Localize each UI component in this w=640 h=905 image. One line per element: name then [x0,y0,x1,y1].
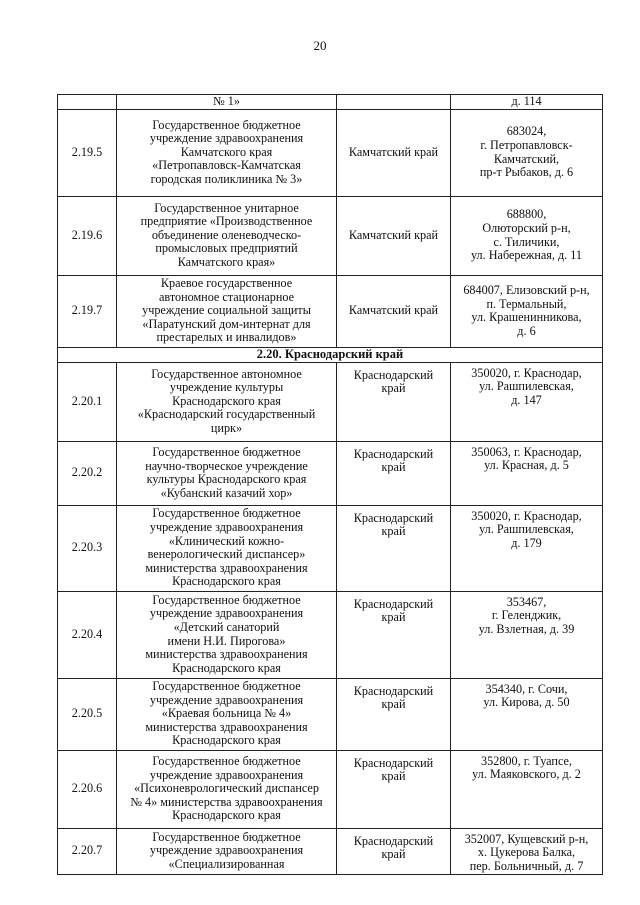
cell-region [337,109,451,196]
cell-line: п. Термальный, [486,296,567,311]
cell-address [451,750,603,828]
cell-line: Краснодарский [353,446,434,461]
cell-line: объединение оленеводческо- [151,227,302,242]
cell-address [451,678,603,750]
table-row [58,505,603,591]
cell-line: «Специализированная [168,856,285,871]
cell-line: ул. Красная, д. 5 [484,458,569,473]
cell-line: край [381,381,406,396]
cell-region [337,196,451,275]
cell-line: имени Н.И. Пирогова» [167,633,286,648]
cell-line: 354340, г. Сочи, [485,681,568,696]
table-body [58,95,603,875]
cell-line: «Кубанский казачий хор» [160,485,293,500]
cell-line: с. Тиличики, [493,234,560,249]
cell-line: Государственное бюджетное [152,506,301,521]
cell-region [337,362,451,441]
cell-line: край [381,847,406,862]
cell-line: учреждение здравоохранения [149,843,304,858]
cell-line: учреждение культуры [169,380,284,395]
cell-region [337,275,451,347]
cell-line: престарелых и инвалидов» [156,330,297,345]
cell-number: 2.20.5 [58,678,117,750]
cell-line: министерства здравоохранения [145,647,308,662]
cell-line: учреждение здравоохранения [149,606,304,621]
cell-line: ул. Взлетная, д. 39 [478,621,575,636]
cell-line: край [381,524,406,539]
cell-line: Камчатский, [493,151,560,166]
cell-line: Камчатского края [180,144,273,159]
cell-line: д. 6 [517,323,536,338]
cell-address [451,591,603,678]
cell-address [451,196,603,275]
cell-line: № 4» министерства здравоохранения [130,794,323,809]
cell-number: 2.20.2 [58,441,117,505]
cell-line: пер. Больничный, д. 7 [469,858,584,873]
cell-line: х. Цукерова Балка, [477,845,576,860]
cell-line: Государственное бюджетное [152,444,301,459]
cell-line: Государственное бюджетное [152,679,301,694]
cell-line: «Детский санаторий [173,620,280,634]
cell-line: «Паратунский дом-интернат для [142,316,311,331]
cell-line: культуры Краснодарского края [146,472,307,487]
cell-line: Камчатского края» [177,254,276,269]
cell-line: 350020, г. Краснодар, [471,508,582,523]
cell-line: край [381,460,406,475]
cell-line: Краснодарский [353,833,434,848]
cell-line: «Петропавловск-Камчатская [152,158,301,173]
cell-address [451,441,603,505]
cell-line: научно-творческое учреждение [145,458,308,473]
table-row [58,591,603,678]
cell-line: Краснодарский [353,367,434,382]
cell-number [58,95,117,110]
cell-address [451,505,603,591]
cell-line: ул. Набережная, д. 11 [471,248,582,263]
cell-number: 2.20.7 [58,828,117,874]
cell-org [117,591,337,678]
cell-line: 684007, Елизовский р-н, [463,282,590,297]
cell-line: Государственное унитарное [154,200,299,215]
cell-region [337,591,451,678]
cell-org: № 1» [117,95,337,110]
cell-org [117,275,337,347]
cell-line: «Психоневрологический диспансер [134,781,319,796]
cell-line: Краснодарский [353,683,434,698]
cell-number: 2.20.3 [58,505,117,591]
cell-line: Камчатский край [348,144,439,159]
cell-line: «Клинический кожно- [168,533,285,548]
cell-line: учреждение здравоохранения [149,519,304,534]
cell-line: край [381,769,406,784]
cell-number: 2.19.7 [58,275,117,347]
cell-org [117,441,337,505]
table-row [58,196,603,275]
cell-line: промысловых предприятий [155,241,298,256]
cell-line: учреждение здравоохранения [149,692,304,707]
cell-number: 2.19.5 [58,109,117,196]
cell-line: край [381,697,406,712]
cell-line: г. Геленджик, [491,608,562,623]
cell-line: Краснодарский [353,510,434,525]
cell-line: пр-т Рыбаков, д. 6 [479,165,574,180]
cell-line: край [381,610,406,625]
cell-line: Государственное автономное [151,366,302,381]
cell-address [451,362,603,441]
cell-line: учреждение социальной защиты [142,303,311,318]
cell-org [117,828,337,874]
cell-line: 352800, г. Туапсе, [481,753,572,768]
cell-line: Краснодарского края [172,574,281,589]
cell-line: ул. Крашенинникова, [471,310,582,325]
cell-line: «Краевая больница № 4» [161,706,292,721]
cell-line: Государственное бюджетное [152,117,301,132]
table-row [58,441,603,505]
cell-line: венерологический диспансер» [147,547,306,562]
table-row [58,109,603,196]
cell-line: Краснодарский [353,755,434,770]
cell-line: ул. Рашпилевская, [479,522,574,537]
cell-line: Государственное бюджетное [152,592,301,607]
page-number: 20 [313,38,327,53]
cell-line: предприятие «Производственное [140,214,313,229]
cell-region [337,828,451,874]
cell-line: 688800, [506,207,547,222]
cell-address [451,109,603,196]
cell-line: Краснодарского края [172,733,281,748]
cell-number: 2.19.6 [58,196,117,275]
cell-number: 2.20.6 [58,750,117,828]
table-row-continuation [58,95,603,110]
cell-line: 350020, г. Краснодар, [471,365,582,380]
cell-line: 350063, г. Краснодар, [471,444,582,459]
cell-number: 2.20.4 [58,591,117,678]
cell-org [117,750,337,828]
cell-line: цирк» [210,420,243,435]
cell-line: Камчатский край [348,227,439,242]
cell-line: городская поликлиника № 3» [150,171,303,186]
cell-line: Государственное бюджетное [152,829,301,844]
cell-line: 352007, Кущевский р-н, [464,831,589,846]
cell-region [337,505,451,591]
cell-org [117,678,337,750]
cell-address [451,275,603,347]
cell-region [337,95,451,110]
cell-number: 2.20.1 [58,362,117,441]
cell-line: Краснодарского края [172,808,281,823]
cell-line: Государственное бюджетное [152,754,301,769]
cell-line: Камчатский край [348,303,439,318]
cell-address [451,828,603,874]
institutions-table [57,94,603,875]
cell-line: Краснодарский [353,596,434,611]
cell-line: министерства здравоохранения [145,560,308,575]
cell-line: ул. Рашпилевская, [479,379,574,394]
section-row [58,347,603,362]
cell-line: учреждение здравоохранения [149,767,304,782]
table-row [58,678,603,750]
cell-line: 353467, [506,594,547,609]
table-row [58,362,603,441]
cell-line: Краснодарского края [172,660,281,675]
cell-region [337,678,451,750]
cell-region [337,750,451,828]
cell-line: Олюторский р-н, [482,221,571,235]
cell-line: автономное стационарное [158,289,295,304]
cell-org [117,196,337,275]
cell-line: Краевое государственное [160,276,293,291]
table-row [58,275,603,347]
cell-org [117,505,337,591]
cell-line: д. 147 [511,392,542,407]
table-row [58,750,603,828]
cell-org [117,109,337,196]
cell-line: учреждение здравоохранения [149,131,304,146]
cell-line: д. 179 [511,535,542,550]
table-row [58,828,603,874]
cell-address: д. 114 [451,95,603,110]
cell-line: ул. Маяковского, д. 2 [472,767,581,782]
cell-line: министерства здравоохранения [145,719,308,734]
cell-line: Краснодарского края [172,393,281,408]
cell-line: г. Петропавловск- [480,138,573,152]
cell-line: 683024, [506,124,547,139]
section-title: 2.20. Краснодарский край [58,347,603,362]
cell-org [117,362,337,441]
cell-region [337,441,451,505]
cell-line: ул. Кирова, д. 50 [483,695,570,710]
cell-line: «Краснодарский государственный [137,407,316,422]
